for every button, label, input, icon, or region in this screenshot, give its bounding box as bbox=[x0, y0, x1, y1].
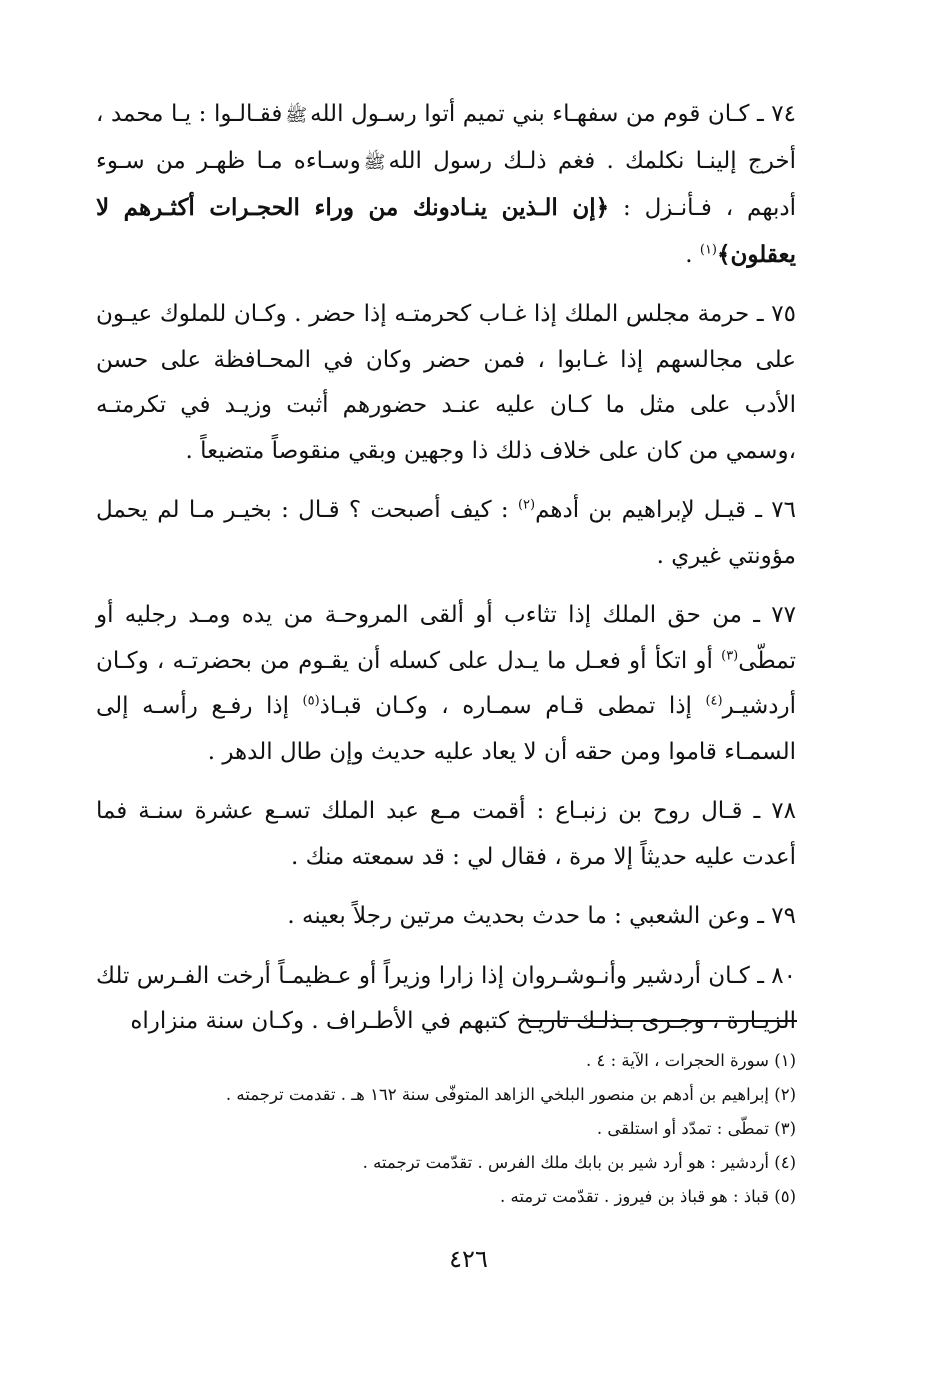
paragraph-77-text-4: إذا رفـع رأسـه إلى السمـاء قاموا ومن حقه أن لا يعاد عليه حديث وإن طال الدهر . bbox=[96, 693, 796, 765]
footnote-3: (٣) تمطّى : تمدّد أو استلقى . bbox=[596, 1119, 796, 1138]
paragraph-74-text-3: وسـاءه مـا ظهـر من سـوء أدبهم ، فـأنـزل : bbox=[96, 147, 796, 221]
paragraph-77-text-1: ٧٧ ـ من حق الملك إذا تثاءب أو ألقى المروحـة من يده ومـد رجليه أو تمطّى bbox=[96, 602, 796, 674]
footnote-2: (٢) إبراهيم بن أدهم بن منصور البلخي الزاهد المتوفّى سنة ١٦٢ هـ . تقدمت ترجمته . bbox=[225, 1085, 796, 1104]
footnote-ref-2: (٢) bbox=[517, 497, 536, 513]
footnote-1: (١) سورة الحجرات ، الآية : ٤ . bbox=[585, 1051, 796, 1070]
page-body bbox=[96, 92, 796, 1059]
footnotes bbox=[106, 1044, 796, 1214]
footnote-ref-1: (١) bbox=[699, 241, 717, 257]
paragraph-74-text-2: فقـالـوا : يـا محمد ، أخرج إلينـا نكلمك . فغم ذلـك رسول الله bbox=[96, 101, 797, 174]
paragraph-76-text-1: ٧٦ ـ قيـل لإبراهيم بن أدهم bbox=[535, 497, 796, 523]
paragraph-76-text-2: : كيف أصبحت ؟ قـال : بخيـر مـا لم يحمل مؤونتي غيري . bbox=[96, 497, 796, 569]
page-number: ٤٢٦ bbox=[449, 1245, 488, 1273]
honorific-icon: ﷺ bbox=[363, 151, 386, 173]
footnote-ref-3: (٣) bbox=[721, 647, 739, 663]
footnote-5: (٥) قباذ : هو قباذ بن فيروز . تقدّمت ترمته . bbox=[499, 1187, 796, 1206]
paragraph-77-text-2: أو اتكأ أو فعـل ما يـدل على كسله أن يقـوم من بحضرتـه ، وكـان أردشيـر bbox=[96, 647, 796, 719]
paragraph-74-text-1: ٧٤ ـ كـان قوم من سفهـاء بني تميم أتوا رسـول الله bbox=[310, 101, 796, 127]
paragraph-74-text-4: . bbox=[685, 241, 700, 268]
paragraph-75: ٧٥ ـ حرمة مجلس الملك إذا غـاب كحرمتـه إذا حضر . وكـان للملوك عيـون على مجالسهم إذا غـابوا ، فمن حضر وكان في المحـافظة على حسن الأدب على مثل ما كـان عليه عنـد حضورهم أثبت وزيـد في تكرمتـه ،وسمي من كان على خلاف ذلك ذا وجهين وبقي منقوصاً متضيعاً . bbox=[96, 301, 796, 464]
paragraph-76 bbox=[96, 488, 796, 579]
paragraph-79: ٧٩ ـ وعن الشعبي : ما حدث بحديث مرتين رجلاً بعينه . bbox=[287, 903, 796, 929]
footnote-separator bbox=[527, 1020, 797, 1022]
paragraph-74 bbox=[96, 92, 796, 278]
paragraph-77 bbox=[96, 593, 796, 775]
honorific-icon: ﷺ bbox=[285, 105, 308, 126]
footnote-4: (٤) أردشير : هو أرد شير بن بابك ملك الفرس . تقدّمت ترجمته . bbox=[362, 1153, 796, 1172]
footnote-ref-4: (٤) bbox=[705, 693, 723, 709]
paragraph-78: ٧٨ ـ قـال روح بن زنبـاع : أقمت مـع عبد الملك تسـع عشرة سنـة فما أعدت عليه حديثاً إلا مرة ، فقال لي : قد سمعته منك . bbox=[96, 798, 796, 870]
quran-verse: ﴿إن الـذين ينـادونك من وراء الحجـرات أكثـرهم لا يعقلون﴾ bbox=[96, 194, 796, 268]
footnote-ref-5: (٥) bbox=[302, 693, 320, 709]
paragraph-80: ٨٠ ـ كـان أردشير وأنـوشـروان إذا زارا وزيراً أو عـظيمـاً أرخت الفـرس تلك الزيـارة ، وجـرى بـذلـك تاريـخ كتبهم في الأطـراف . وكـان سنة منزاراه bbox=[96, 962, 796, 1034]
paragraph-77-text-3: إذا تمطى قـام سمـاره ، وكـان قبـاذ bbox=[319, 693, 706, 719]
